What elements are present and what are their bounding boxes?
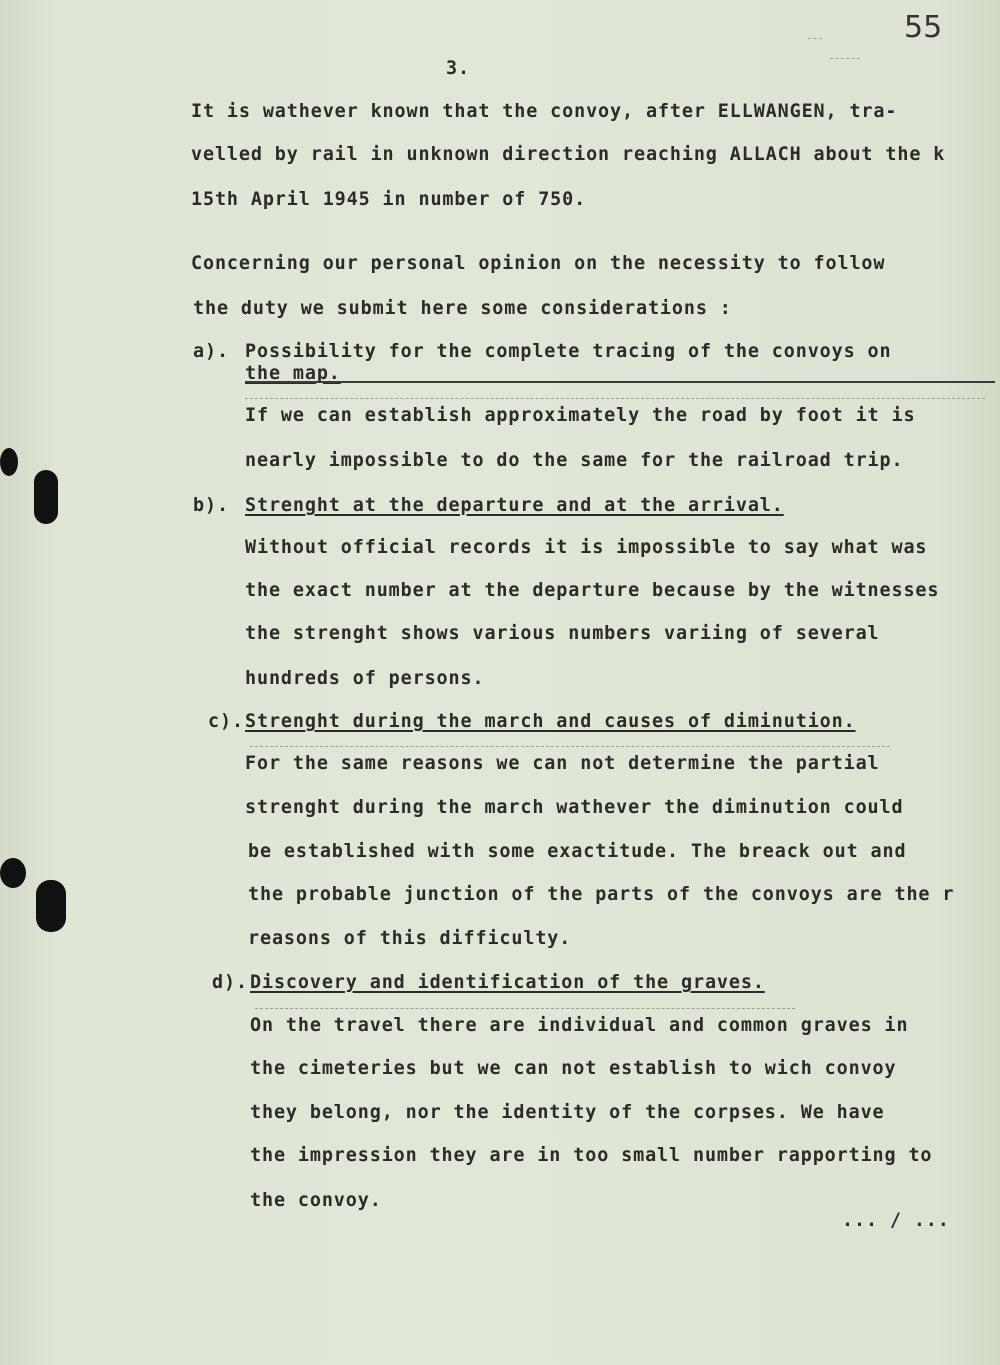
archive-page-stamp: 55 — [904, 10, 943, 45]
intro-line-1: It is wathever known that the convoy, after ELLWANGEN, tra- — [191, 101, 898, 122]
intro-line-3: 15th April 1945 in number of 750. — [191, 189, 587, 210]
section-d-label: d). — [212, 972, 248, 993]
continuation-mark: ... / ... — [842, 1210, 950, 1231]
intro-line-2: velled by rail in unknown direction reaching ALLACH about the k — [191, 144, 946, 165]
section-a-heading-rule — [245, 381, 995, 383]
page-number: 3. — [446, 58, 470, 79]
section-d-body-line-2: the cimeteries but we can not establish to wich convoy — [250, 1058, 897, 1079]
section-c-body-line-2: strenght during the march wathever the diminution could — [245, 797, 904, 818]
section-a-body-line-2: nearly impossible to do the same for the railroad trip. — [245, 450, 904, 471]
section-d-body-line-4: the impression they are in too small number rapporting to — [250, 1145, 933, 1166]
section-c-label: c). — [208, 711, 244, 732]
section-d-dashed-rule — [255, 1008, 795, 1009]
section-c-body-line-1: For the same reasons we can not determine the partial — [245, 753, 880, 774]
stamp-dash-mark — [808, 38, 822, 39]
punch-hole-top-left — [0, 448, 18, 476]
section-c-dashed-rule — [250, 746, 890, 747]
considerations-line-2: the duty we submit here some considerations : — [193, 298, 732, 319]
punch-hole-bottom-left — [0, 858, 26, 888]
section-a-body-line-1: If we can establish approximately the road by foot it is — [245, 405, 916, 426]
section-c-body-line-4: the probable junction of the parts of the convoys are the r — [248, 884, 955, 905]
section-b-label: b). — [193, 495, 229, 516]
section-c-body-line-5: reasons of this difficulty. — [248, 928, 572, 949]
section-b-body-line-1: Without official records it is impossible to say what was — [245, 537, 928, 558]
section-b-body-line-2: the exact number at the departure because by the witnesses — [245, 580, 940, 601]
section-d-body-line-1: On the travel there are individual and common graves in — [250, 1015, 909, 1036]
section-b-heading: Strenght at the departure and at the arrival. — [245, 495, 784, 516]
binder-mark-top — [34, 470, 58, 524]
section-d-heading: Discovery and identification of the graves. — [250, 972, 765, 993]
section-a-heading-line-1: Possibility for the complete tracing of the convoys on — [245, 341, 892, 362]
section-a-heading-line-2: the map. — [245, 363, 341, 384]
section-c-body-line-3: be established with some exactitude. The breack out and — [248, 841, 907, 862]
section-c-heading: Strenght during the march and causes of diminution. — [245, 711, 856, 732]
section-a-label: a). — [193, 341, 229, 362]
section-a-dashed-rule — [245, 398, 985, 399]
considerations-line-1: Concerning our personal opinion on the necessity to follow — [191, 253, 886, 274]
binder-mark-bottom — [36, 880, 66, 932]
section-d-body-line-5: the convoy. — [250, 1190, 382, 1211]
section-b-body-line-4: hundreds of persons. — [245, 668, 485, 689]
stamp-dash-mark-2 — [830, 58, 860, 59]
section-b-body-line-3: the strenght shows various numbers variing of several — [245, 623, 880, 644]
section-d-body-line-3: they belong, nor the identity of the corpses. We have — [250, 1102, 885, 1123]
